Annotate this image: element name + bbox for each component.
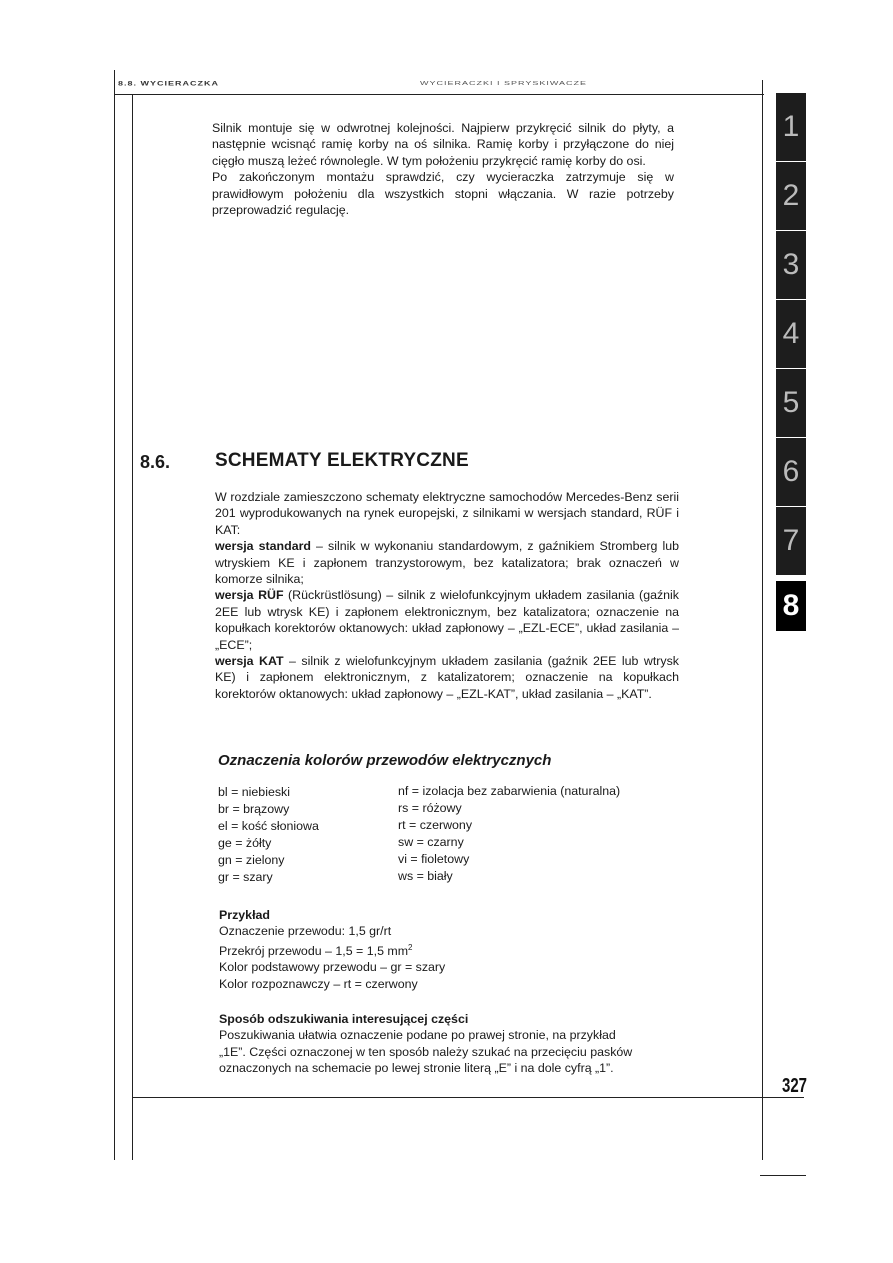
schematics-description <box>215 489 679 702</box>
chapter-tab-7[interactable]: 7 <box>776 507 806 575</box>
example-line: Kolor podstawowy przewodu – gr = szary <box>219 960 446 975</box>
example-line: Kolor rozpoznawczy – rt = czerwony <box>219 976 418 991</box>
search-line: Poszukiwania ułatwia oznaczenie podane po prawej stronie, na przykład <box>219 1028 616 1043</box>
color-code-item: br = brązowy <box>218 802 290 816</box>
right-margin-line <box>762 80 763 1160</box>
chapter-tab-2[interactable]: 2 <box>776 162 806 230</box>
example-line: Oznaczenie przewodu: 1,5 gr/rt <box>219 924 392 939</box>
color-codes-heading: Oznaczenia kolorów przewodów elektrycznych <box>218 752 552 769</box>
version-standard <box>215 538 679 587</box>
version-ruf <box>215 587 679 653</box>
color-code-item: el = kość słoniowa <box>218 819 319 833</box>
color-code-item: gn = zielony <box>218 853 285 867</box>
version-kat-label: wersja KAT <box>215 654 284 669</box>
header-rule <box>114 94 764 95</box>
color-code-item: nf = izolacja bez zabarwienia (naturalna) <box>398 784 621 798</box>
inner-margin-line <box>132 95 133 1160</box>
intro-text <box>212 120 674 218</box>
version-ruf-label: wersja RÜF <box>215 588 284 603</box>
search-line: oznaczonych na schemacie po lewej stronie literą „E” i na dole cyfrą „1”. <box>219 1061 614 1076</box>
version-standard-text: – silnik w wykonaniu standardowym, z gaźnikiem Stromberg lub wtryskiem KE i zapłonem tranzystorowym, bez katalizatora; brak oznaczeń w komorze silnika; <box>215 539 679 587</box>
color-code-item: rs = różowy <box>398 801 462 815</box>
color-codes-right <box>398 783 620 885</box>
running-header: 8.8. WYCIERACZKA <box>118 80 220 87</box>
version-standard-label: wersja standard <box>215 539 311 554</box>
section-title: SCHEMATY ELEKTRYCZNE <box>215 450 469 471</box>
version-ruf-text: (Rückrüstlösung) – silnik z wielofunkcyjnym układem zasilania (gaźnik 2EE lub wtrysk KE) i zapłonem elektronicznym, bez katalizatora; oznaczenie na kopułkach korektorów oktanowych: układ zapłonowy – „EZL-ECE”, układ zasilania – „ECE”; <box>215 588 680 652</box>
version-kat <box>215 653 679 702</box>
footer-rule <box>132 1097 804 1098</box>
search-method-block <box>219 1011 681 1077</box>
color-code-item: bl = niebieski <box>218 785 290 799</box>
intro-paragraph-1: Silnik montuje się w odwrotnej kolejności. Najpierw przykręcić silnik do płyty, a następnie wcisnąć ramię korby na oś silnika. Ramię korby i przyłączone do niej cięgło muszą leżeć równolegle. W tym położeniu przykręcić ramię korby do osi. <box>212 121 674 168</box>
running-header-right: WYCIERACZKI I SPRYSKIWACZE <box>420 80 588 86</box>
chapter-tabs <box>776 93 806 632</box>
search-heading: Sposób odszukiwania interesującej części <box>219 1012 469 1026</box>
intro-paragraph-2: Po zakończonym montażu sprawdzić, czy wycieraczka zatrzymuje się w prawidłowym położeniu dla wszystkich stopni włączania. W razie potrzeby przeprowadzić regulację. <box>212 170 674 218</box>
left-margin-line <box>114 70 115 1160</box>
chapter-tab-5[interactable]: 5 <box>776 369 806 437</box>
color-code-item: rt = czerwony <box>398 818 473 832</box>
example-line-text: Przekrój przewodu – 1,5 = 1,5 mm <box>219 943 409 958</box>
color-codes-left <box>218 784 319 886</box>
example-block <box>219 907 679 992</box>
example-line <box>219 940 679 960</box>
chapter-tab-3[interactable]: 3 <box>776 231 806 299</box>
color-code-item: sw = czarny <box>398 835 464 849</box>
schematics-intro: W rozdziale zamieszczono schematy elektryczne samochodów Mercedes-Benz serii 201 wyprodukowanych na rynek europejski, z silnikami w wersjach standard, RÜF i KAT: <box>215 490 679 537</box>
page-number: 327 <box>782 1075 808 1097</box>
chapter-tab-4[interactable]: 4 <box>776 300 806 368</box>
example-heading: Przykład <box>219 908 270 922</box>
chapter-tab-1[interactable]: 1 <box>776 93 806 161</box>
color-code-item: ge = żółty <box>218 836 272 850</box>
color-code-item: gr = szary <box>218 870 273 884</box>
chapter-tab-8-active[interactable]: 8 <box>776 581 806 631</box>
color-code-item: ws = biały <box>398 869 453 883</box>
color-code-item: vi = fioletowy <box>398 852 470 866</box>
example-superscript: 2 <box>408 942 413 952</box>
section-number: 8.6. <box>140 452 171 472</box>
version-kat-text: – silnik z wielofunkcyjnym układem zasilania (gaźnik 2EE lub wtrysk KE) i zapłonem elektronicznym, z katalizatorem; oznaczenie na kopułkach korektorów oktanowych: układ zapłonowy – „EZL-KAT”, układ zasilania – „KAT”. <box>215 654 679 701</box>
search-line: „1E”. Części oznaczonej w ten sposób należy szukać na przecięciu pasków <box>219 1044 633 1059</box>
bottom-rule <box>760 1175 806 1176</box>
chapter-tab-6[interactable]: 6 <box>776 438 806 506</box>
